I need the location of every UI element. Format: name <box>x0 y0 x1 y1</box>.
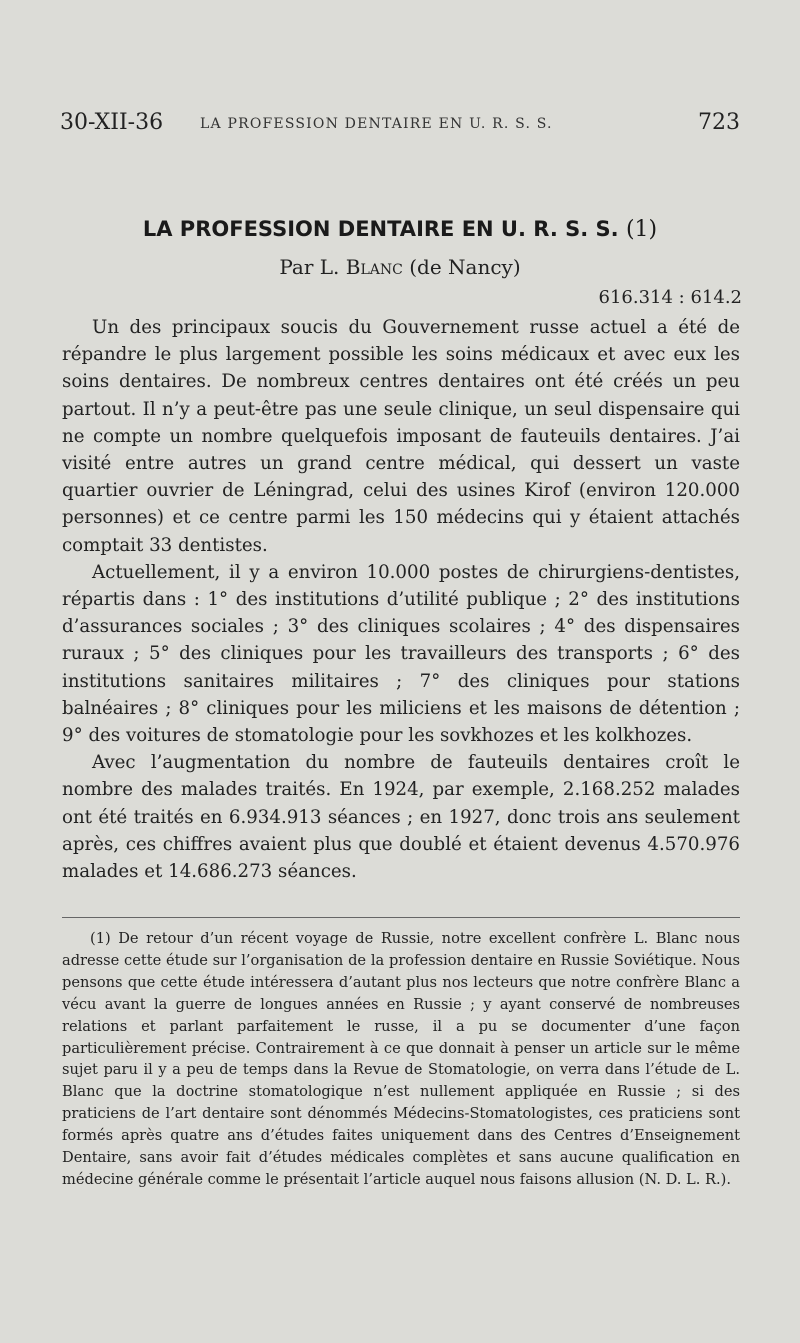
running-head-date: 30-XII-36 <box>60 110 164 135</box>
byline <box>0 255 800 279</box>
paragraph: Un des principaux soucis du Gouvernement russe actuel a été de répandre le plus largement possible les soins médicaux et avec eux les soins dentaires. De nombreux centres dentaires ont été créés un peu partout. Il n’y a peut-être pas une seule clinique, un seul dispensaire qui ne compte un nombre quelquefois imposant de fauteuils dentaires. J’ai visité entre autres un grand centre médical, qui dessert un vaste quartier ouvrier de Léningrad, celui des usines Kirof (environ 120.000 personnes) et ce centre parmi les 150 médecins qui y étaient attachés comptait 33 dentistes. <box>62 317 740 556</box>
page-number: 723 <box>698 110 740 135</box>
article-body <box>62 314 740 885</box>
paragraph: Actuellement, il y a environ 10.000 postes de chirurgiens-dentistes, répartis dans : 1° des institutions d’utilité publique ; 2° des institutions d’assurances sociales ; 3° des cliniques scolaires ; 4° des dispensaires ruraux ; 5° des cliniques pour les travailleurs des transports ; 6° des institutions sanitaires militaires ; 7° des cliniques pour stations balnéaires ; 8° cliniques pour les miliciens et les maisons de détention ; 9° des voitures de stomatologie pour les sovkhozes et les kolkhozes. <box>62 561 740 747</box>
byline-prefix: Par L. <box>279 255 340 279</box>
footnote-divider <box>62 917 740 918</box>
author-affiliation: (de Nancy) <box>409 255 521 279</box>
article-title-text: LA PROFESSION DENTAIRE EN U. R. S. S. <box>142 217 619 241</box>
classification-code: 616.314 : 614.2 <box>598 287 742 308</box>
running-head <box>60 108 740 138</box>
footnote-text: (1) De retour d’un récent voyage de Russie, notre excellent confrère L. Blanc nous adresse cette étude sur l’organisation de la profession dentaire en Russie Soviétique. Nous pensons que cette étude intéressera d’autant plus nos lecteurs que notre confrère Blanc a vécu avant la guerre de longues années en Russie ; y ayant conservé de nombreuses relations et parlant parfaitement le russe, il a pu se documenter d’une façon particulièrement précise. Contrairement à ce que donnait à penser un article sur le même sujet paru il y a peu de temps dans la Revue de Stomatologie, on verra dans l’étude de L. Blanc que la doctrine stomatologique n’est nullement appliquée en Russie ; si des praticiens de l’art dentaire sont dénommés Médecins-Stomatologistes, ces praticiens sont formés après quatre ans d’études faites uniquement dans des Centres d’Enseignement Dentaire, sans avoir fait d’études médicales complètes et sans aucune qualification en médecine générale comme le présentait l’article auquel nous faisons allusion (N. D. L. R.). <box>62 930 740 1188</box>
article-title <box>0 217 800 242</box>
author-name: Blanc <box>345 255 403 279</box>
running-head-title: LA PROFESSION DENTAIRE EN U. R. S. S. <box>200 116 553 132</box>
footnote <box>62 928 740 1191</box>
footnote-marker: (1) <box>625 217 658 242</box>
paragraph: Avec l’augmentation du nombre de fauteuils dentaires croît le nombre des malades traités. En 1924, par exemple, 2.168.252 malades ont été traités en 6.934.913 séances ; en 1927, donc trois ans seulement après, ces chiffres avaient plus que doublé et étaient devenus 4.570.976 malades et 14.686.273 séances. <box>62 752 740 883</box>
